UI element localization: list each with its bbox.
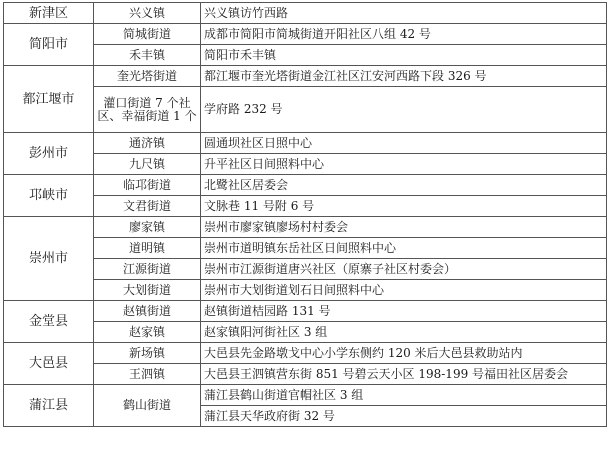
address-cell: 崇州市江源街道唐兴社区（原寨子社区村委会） xyxy=(201,259,607,280)
district-cell: 崇州市 xyxy=(4,217,94,301)
town-cell: 廖家镇 xyxy=(94,217,201,238)
address-cell: 升平社区日间照料中心 xyxy=(201,154,607,175)
address-cell: 赵镇街道桔园路 131 号 xyxy=(201,301,607,322)
table-row xyxy=(4,301,607,322)
town-cell: 通济镇 xyxy=(94,133,201,154)
table-row xyxy=(4,87,607,133)
town-cell: 江源街道 xyxy=(94,259,201,280)
town-cell: 禾丰镇 xyxy=(94,45,201,66)
table-row xyxy=(4,154,607,175)
district-cell: 彭州市 xyxy=(4,133,94,175)
town-cell: 大划街道 xyxy=(94,280,201,301)
address-cell: 蒲江县鹤山街道官帽社区 3 组 xyxy=(201,385,607,406)
town-cell: 文君街道 xyxy=(94,196,201,217)
table-row xyxy=(4,133,607,154)
address-cell: 圆通坝社区日照中心 xyxy=(201,133,607,154)
table-row xyxy=(4,343,607,364)
table-row xyxy=(4,175,607,196)
town-cell: 赵镇街道 xyxy=(94,301,201,322)
district-cell: 金堂县 xyxy=(4,301,94,343)
document-page xyxy=(3,2,607,427)
address-cell: 大邑县王泗镇营东街 851 号碧云天小区 198-199 号福田社区居委会 xyxy=(201,364,607,385)
table-row xyxy=(4,322,607,343)
table-row xyxy=(4,364,607,385)
table-row xyxy=(4,24,607,45)
address-cell: 简阳市禾丰镇 xyxy=(201,45,607,66)
table-row xyxy=(4,196,607,217)
table-row xyxy=(4,66,607,87)
address-cell: 蒲江县天华政府街 32 号 xyxy=(201,406,607,427)
address-table xyxy=(3,2,607,427)
table-row xyxy=(4,217,607,238)
town-cell: 灌口街道 7 个社区、幸福街道 1 个 xyxy=(94,87,201,133)
table-row xyxy=(4,385,607,406)
district-cell: 大邑县 xyxy=(4,343,94,385)
district-cell: 都江堰市 xyxy=(4,66,94,133)
address-cell: 兴义镇访竹西路 xyxy=(201,3,607,24)
town-cell: 王泗镇 xyxy=(94,364,201,385)
table-row xyxy=(4,280,607,301)
town-cell: 鹤山街道 xyxy=(94,385,201,427)
town-cell: 九尺镇 xyxy=(94,154,201,175)
district-cell: 简阳市 xyxy=(4,24,94,66)
address-cell: 崇州市道明镇东岳社区日间照料中心 xyxy=(201,238,607,259)
address-cell: 北鹭社区居委会 xyxy=(201,175,607,196)
district-cell: 邛峡市 xyxy=(4,175,94,217)
town-cell: 奎光塔街道 xyxy=(94,66,201,87)
address-cell: 大邑县先金路墩戈中心小学东侧约 120 米后大邑县救助站内 xyxy=(201,343,607,364)
town-cell: 新场镇 xyxy=(94,343,201,364)
address-cell: 赵家镇阳河街社区 3 组 xyxy=(201,322,607,343)
table-row xyxy=(4,238,607,259)
table-row xyxy=(4,3,607,24)
address-cell: 崇州市廖家镇廖场村村委会 xyxy=(201,217,607,238)
district-cell: 新津区 xyxy=(4,3,94,24)
town-cell: 道明镇 xyxy=(94,238,201,259)
table-row xyxy=(4,259,607,280)
district-cell: 蒲江县 xyxy=(4,385,94,427)
town-cell: 兴义镇 xyxy=(94,3,201,24)
address-cell: 崇州市大划街道划石日间照料中心 xyxy=(201,280,607,301)
address-cell: 成都市简阳市简城街道开阳社区八组 42 号 xyxy=(201,24,607,45)
town-cell: 赵家镇 xyxy=(94,322,201,343)
address-cell: 学府路 232 号 xyxy=(201,87,607,133)
address-cell: 都江堰市奎光塔街道金江社区江安河西路下段 326 号 xyxy=(201,66,607,87)
table-row xyxy=(4,45,607,66)
address-cell: 文脉巷 11 号附 6 号 xyxy=(201,196,607,217)
town-cell: 临邛街道 xyxy=(94,175,201,196)
town-cell: 简城街道 xyxy=(94,24,201,45)
